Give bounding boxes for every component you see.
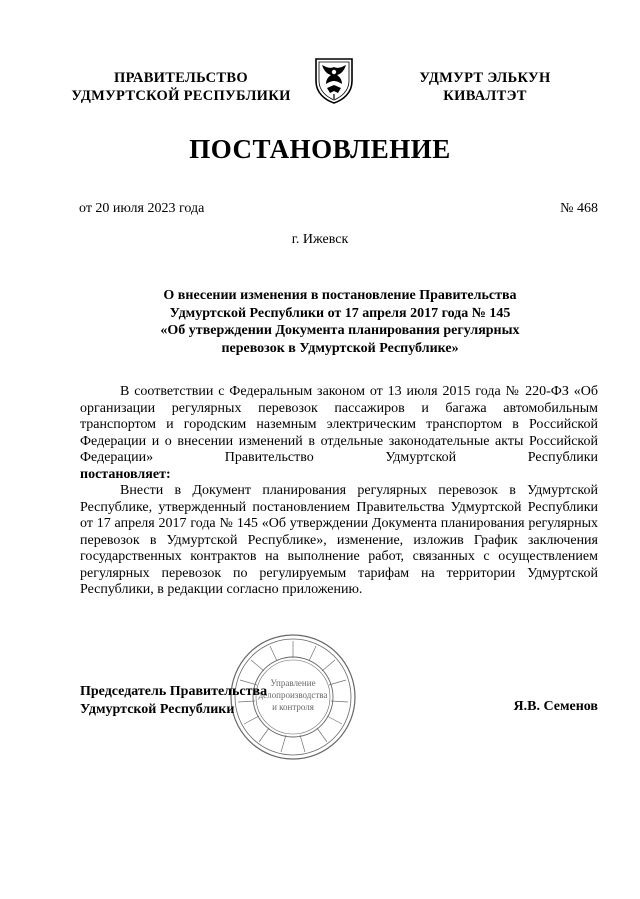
stamp-text-line2: делопроизводства (258, 690, 328, 700)
header-right-line2: КИВАЛТЭТ (443, 88, 527, 104)
document-subject (120, 287, 560, 357)
signatory-position (80, 683, 267, 718)
subject-line4: перевозок в Удмуртской Республике» (221, 340, 459, 356)
coat-of-arms-icon (313, 55, 355, 105)
resolution-paragraph: Внести в Документ планирования регулярных перевозок в Удмуртской Республике, утвержденный постановлением Правительства Удмуртской Республики от 17 апреля 2017 года № 145 «Об утверждении Документа планирования регулярных перевозок в Удмуртской Республике», изменение, изложив График заключения государственных контрактов на выполнение работ, связанных с осуществлением регулярных перевозок по регулируемым тарифам на территории Удмуртской Республики, в редакции согласно приложению. (80, 483, 598, 597)
document-city: г. Ижевск (291, 232, 349, 247)
document-date: от 20 июля 2023 года (79, 201, 205, 216)
subject-line3: «Об утверждении Документа планирования регулярных (160, 323, 520, 338)
stamp-text-line1: Управление (270, 678, 316, 688)
document-title: ПОСТАНОВЛЕНИЕ (189, 134, 451, 164)
government-name-udmurt (390, 69, 580, 105)
preamble-paragraph: В соответствии с Федеральным законом от 13 июля 2015 года № 220-ФЗ «Об организации регулярных перевозок пассажиров и багажа автомобильным транспортом и городским наземным электрическим транспортом в Российской Федерации и о внесении изменений в отдельные законодательные акты Российской Федерации» Правительство Удмуртской Республики (80, 384, 598, 465)
header-left-line1: ПРАВИТЕЛЬСТВО (114, 70, 248, 86)
signatory-position-line2: Удмуртской Республики (80, 701, 235, 717)
signatory-position-line1: Председатель Правительства (80, 684, 268, 699)
subject-line2: Удмуртской Республики от 17 апреля 2017 года № 145 (169, 305, 511, 321)
signatory-name: Я.В. Семенов (513, 699, 598, 714)
government-name-russian (62, 69, 300, 105)
header-left-line2: УДМУРТСКОЙ РЕСПУБЛИКИ (71, 88, 291, 104)
stamp-text-line3: и контроля (272, 702, 314, 712)
header-right-line1: УДМУРТ ЭЛЬКУН (419, 70, 551, 86)
document-body (80, 384, 598, 599)
document-number: № 468 (560, 201, 598, 216)
resolves-word: постановляет: (80, 466, 171, 482)
subject-line1: О внесении изменения в постановление Правительства (163, 288, 517, 303)
